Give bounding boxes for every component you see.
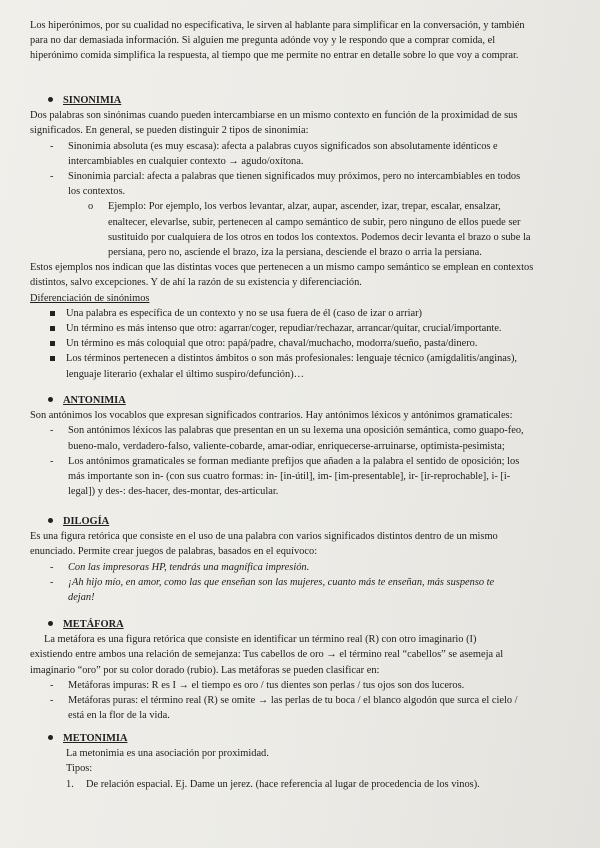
dilogia-section	[30, 514, 578, 605]
intro-line: Los hiperónimos, por su cualidad no especificativa, le sirven al hablante para simplificar en la conversación, y también	[30, 20, 525, 31]
item-line: Metáforas impuras: R es I → el tiempo es oro / tus dientes son perlas / tus ojos son dos luceros.	[68, 679, 465, 691]
metafora-section	[30, 617, 578, 723]
intro-line: para no dar demasiada información. Si alguien me pregunta adónde voy y le respondo que a comprar comida, el	[30, 35, 496, 47]
square-bullet-icon	[50, 341, 55, 346]
item-line: Son antónimos léxicos las palabras que presentan en un su lexema una oposición semántica, como guapo-feo,	[68, 425, 524, 437]
closing-line: distintos, salvo excepciones. Y de ahí la razón de su existencia y diferenciación.	[30, 277, 362, 289]
dash-marker: -	[50, 171, 54, 183]
dash-marker: -	[50, 455, 54, 467]
metonimia-section	[30, 731, 578, 792]
bullet-icon	[48, 397, 53, 402]
item-line: legal]) y des-: des-hacer, des-montar, des-articular.	[68, 486, 279, 498]
sinonimia-line: Dos palabras son sinónimas cuando pueden intercambiarse en un mismo contexto en función de la proximidad de sus	[30, 110, 518, 122]
antonimia-line: Son antónimos los vocablos que expresan significados contrarios. Hay antónimos léxicos y antónimos gramaticales:	[30, 410, 513, 422]
item-line: más importante son in- (con sus cuatro formas: in- [in-útil], im- [im-presentable], ir- [ir-reprochable], i- [i-	[68, 471, 511, 483]
dash-marker: -	[50, 679, 54, 691]
diff-item	[30, 306, 578, 321]
dash-marker: -	[50, 140, 54, 152]
item-line: ¡Ah hijo mío, en amor, como las que enseñan son las mujeres, cuanto más te enseñan, más suspenso te	[68, 576, 495, 588]
sinonimia-title: SINONIMIA	[63, 95, 122, 106]
square-bullet-icon	[50, 311, 55, 316]
sinonimia-heading-row	[30, 93, 578, 108]
dilogia-item	[30, 575, 578, 605]
type-line: Sinonimia absoluta (es muy escasa): afecta a palabras cuyos significados son absolutamente idénticos e	[68, 140, 498, 152]
diff-line: Un término es más coloquial que otro: papá/padre, chaval/muchacho, modorra/sueño, pasta/dinero.	[66, 338, 478, 350]
dilogia-title: DILOGÍA	[63, 516, 110, 527]
diff-line: lenguaje literario (exhalar el último suspiro/defunción)…	[66, 368, 305, 380]
item-line: dejan!	[68, 592, 95, 604]
antonimia-item	[30, 454, 578, 500]
metafora-item	[30, 678, 578, 693]
antonimia-section	[30, 393, 578, 499]
antonimia-title: ANTONIMIA	[63, 395, 126, 406]
sinonimia-type	[30, 169, 578, 199]
dash-marker: -	[50, 695, 54, 707]
bullet-icon	[48, 735, 53, 740]
type-line: los contextos.	[68, 186, 126, 198]
diff-line: Un término es más intenso que otro: agarrar/coger, repudiar/rechazar, arrancar/quitar, crucial/importante.	[66, 323, 502, 335]
dilogia-heading-row	[30, 514, 578, 529]
dash-marker: -	[50, 425, 54, 437]
diff-item	[30, 321, 578, 336]
diff-line: Los términos pertenecen a distintos ámbitos o son más profesionales: lenguaje técnico (amigdalitis/anginas),	[66, 353, 518, 365]
intro-line: hiperónimo comida simplifica la respuesta, al tiempo que me permite no entrar en detalle sobre lo que voy a comprar.	[30, 50, 519, 62]
square-bullet-icon	[50, 326, 55, 331]
diff-line: Una palabra es específica de un contexto y no se usa fuera de él (caso de izar o arriar)	[66, 307, 422, 319]
metafora-line: existiendo entre ambos una relación de semejanza: Tus cabellos de oro → el término real “cabellos” se asemeja al	[30, 649, 504, 661]
item-line: De relación espacial. Ej. Dame un jerez. (hace referencia al lugar de procedencia de los vinos).	[86, 778, 480, 790]
metonimia-title: METONIMIA	[63, 733, 128, 744]
square-bullet-icon	[50, 356, 55, 361]
metafora-line: La metáfora es una figura retórica que consiste en identificar un término real (R) con otro imaginario (I)	[44, 634, 477, 646]
metafora-item	[30, 693, 578, 723]
sinonimia-section	[30, 93, 578, 382]
sinonimia-example	[30, 199, 578, 260]
circle-marker: o	[88, 201, 94, 213]
antonimia-item	[30, 423, 578, 453]
metonimia-item	[30, 777, 578, 792]
closing-line: Estos ejemplos nos indican que las distintas voces que pertenecen a un mismo campo semántico se emplean en contextos	[30, 262, 534, 274]
example-line: Ejemplo: Por ejemplo, los verbos levantar, alzar, aupar, ascender, izar, trepar, escalar, ensalzar,	[108, 201, 501, 213]
metafora-heading-row	[30, 617, 578, 632]
diff-item	[30, 351, 578, 381]
bullet-icon	[48, 518, 53, 523]
antonimia-heading-row	[30, 393, 578, 408]
dash-marker: -	[50, 576, 54, 588]
dilogia-item	[30, 560, 578, 575]
type-line: Sinonimia parcial: afecta a palabras que tienen significados muy próximos, pero no intercambiables en todos	[68, 171, 521, 183]
dilogia-line: Es una figura retórica que consiste en el uso de una palabra con varios significados distintos dentro de un mismo	[30, 531, 498, 543]
sinonimia-type	[30, 139, 578, 169]
number-marker: 1.	[66, 778, 74, 790]
dilogia-line: enunciado. Permite crear juegos de palabras, basados en el equívoco:	[30, 546, 318, 558]
bullet-icon	[48, 97, 53, 102]
item-line: bueno-malo, verdadero-falso, valiente-cobarde, amar-odiar, enriquecerse-arruinarse, optimista-pesimista;	[68, 440, 505, 452]
item-line: Los antónimos gramaticales se forman mediante prefijos que añaden a la palabra el sentido de oposición; los	[68, 455, 520, 467]
dash-marker: -	[50, 561, 54, 573]
metafora-title: METÁFORA	[63, 619, 124, 630]
example-line: enaltecer, elevarlse, subir, pertenecen al campo semántico de subir, pero ninguno de ellos puede ser	[108, 216, 521, 228]
metonimia-line: La metonimia es una asociación por proximidad.	[66, 748, 269, 760]
example-line: persiana, pero no, asciende el brazo, iza la persiana, desciende el brazo o arria la persiana.	[108, 247, 482, 259]
sinonimia-line: significados. En general, se pueden distinguir 2 tipos de sinonimia:	[30, 125, 309, 137]
item-line: está en la flor de la vida.	[68, 710, 170, 722]
type-line: intercambiables en cualquier contexto → agudo/oxítona.	[68, 155, 304, 167]
diff-title: Diferenciación de sinónimos	[30, 292, 150, 304]
metonimia-types-label: Tipos:	[66, 763, 93, 775]
bullet-icon	[48, 621, 53, 626]
diff-item	[30, 336, 578, 351]
example-line: sustituido por cualquiera de los otros en todos los contextos. Podemos decir levanta el brazo o sube la	[108, 231, 531, 243]
item-line: Con las impresoras HP, tendrás una magnífica impresión.	[68, 561, 310, 573]
metonimia-heading-row	[30, 731, 578, 746]
item-line: Metáforas puras: el término real (R) se omite → las perlas de tu boca / el blanco algodón que surca el cielo /	[68, 695, 518, 707]
metafora-line: imaginario “oro” por su color dorado (rubio). Las metáforas se pueden clasificar en:	[30, 664, 380, 676]
intro-paragraph	[30, 18, 578, 64]
